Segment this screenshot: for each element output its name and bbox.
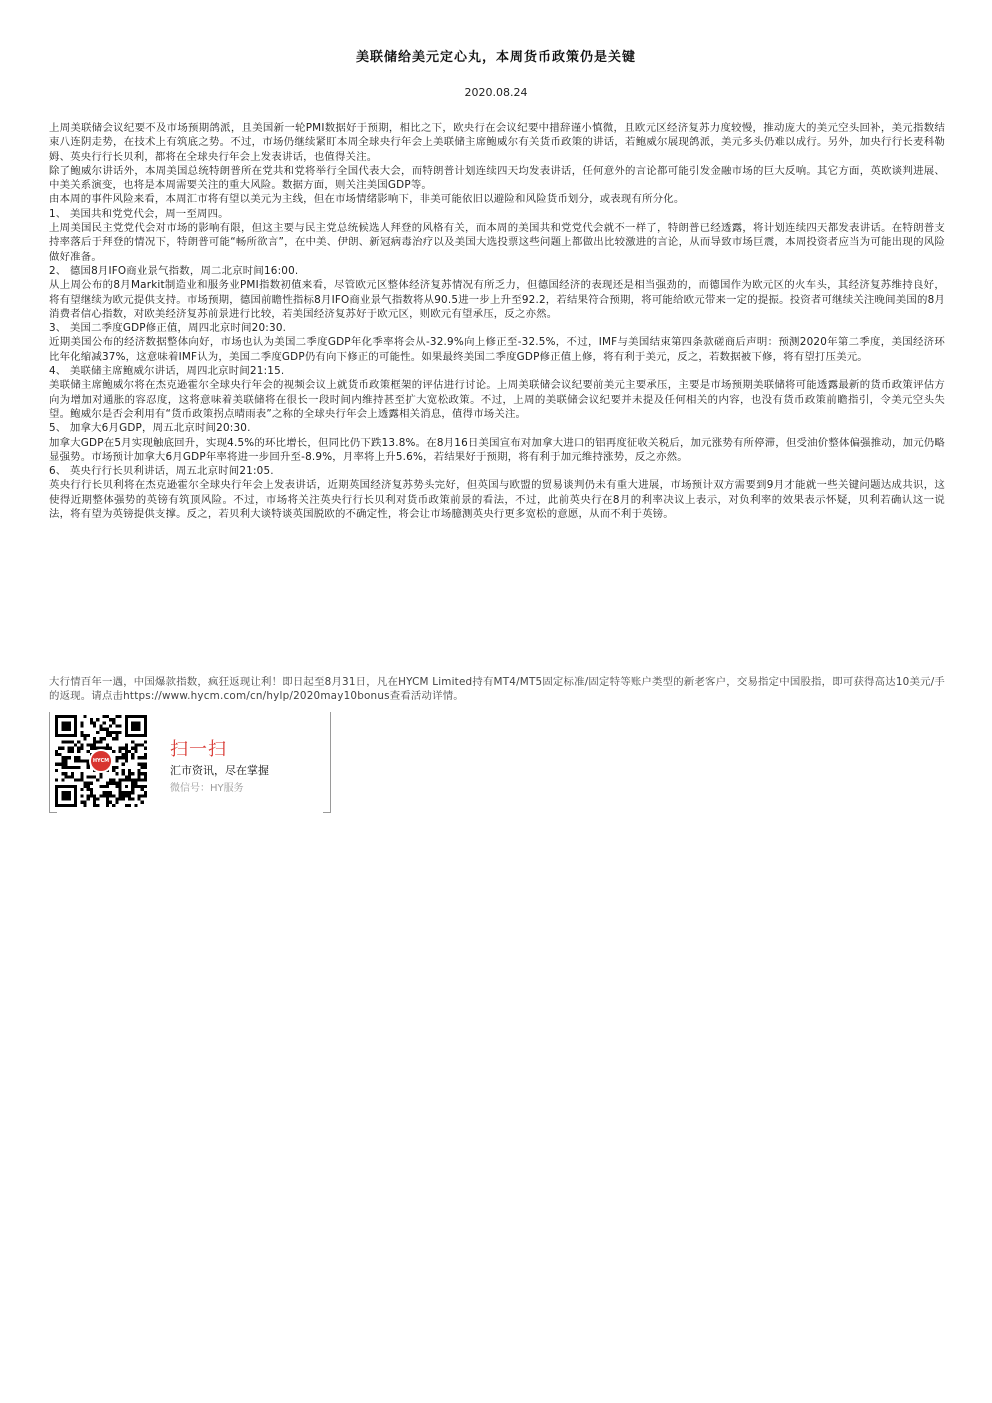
paragraph: 英央行行长贝利将在杰克逊霍尔全球央行年会上发表讲话，近期英国经济复苏势头完好，但英国与欧盟的贸易谈判仍未有重大进展，市场预计双方需要到9月才能就一些关键问题达成共识，这使得近期整体强势的英镑有筑顶风险。不过，市场将关注英央行行长贝利对货币政策前景的看法，不过，此前英央行在8月的利率决议上表示，对负利率的效果表示怀疑，贝利若确认这一说法，将有望为英镑提供支撑。反之，若贝利大谈特谈英国脱欧的不确定性，将会让市场臆测英央行更多宽松的意愿，从而不利于英镑。 <box>49 479 945 521</box>
section-heading: 3、 美国二季度GDP修正值，周四北京时间20:30. <box>49 322 287 335</box>
section-heading: 4、 美联储主席鲍威尔讲话，周四北京时间21:15. <box>49 365 285 378</box>
paragraph: 加拿大GDP在5月实现触底回升，实现4.5%的环比增长，但同比仍下跌13.8%。在8月16日美国宣布对加拿大进口的铝再度征收关税后，加元涨势有所停滞，但受油价整体偏强推动，加元仍略显强势。市场预计加拿大6月GDP年率将进一步回升至-8.9%，月率将上升5.6%，若结果好于预期，将有利于加元维持涨势，反之亦然。 <box>49 436 945 463</box>
paragraph: 美联储主席鲍威尔将在杰克逊霍尔全球央行年会的视频会议上就货币政策框架的评估进行讨论。上周美联储会议纪要前美元主要承压，主要是市场预期美联储将可能透露最新的货币政策评估方向为增加对通胀的容忍度，这将意味着美联储将在很长一段时间内维持甚至扩大宽松政策。不过，上周的美联储会议纪要并未提及任何相关的内容，也没有货币政策前瞻指引，令美元空头失望。鲍威尔是否会利用有“货币政策拐点晴雨表”之称的全球央行年会上透露相关消息，值得市场关注。 <box>49 379 945 420</box>
qr-card <box>49 712 331 813</box>
promo-text: 大行情百年一遇，中国爆款指数，疯狂返现让利！即日起至8月31日，凡在HYCM Limited持有MT4/MT5固定标准/固定特等账户类型的新老客户，交易指定中国股指，即可获得高达10美元/手的返现。请点击https://www.hycm.com/cn/hylp/2020may10bonus查看活动详情。 <box>49 676 945 703</box>
hycm-logo: HYCM <box>89 749 113 773</box>
paragraph: 除了鲍威尔讲话外，本周美国总统特朗普所在党共和党将举行全国代表大会，而特朗普计划连续四天均发表讲话，任何意外的言论都可能引发金融市场的巨大反响。其它方面，英欧谈判进展、中美关系演变，也将是本周需要关注的重大风险。数据方面，则关注美国GDP等。 <box>49 164 945 192</box>
card-border-right <box>322 712 331 813</box>
document-title: 美联储给美元定心丸，本周货币政策仍是关键 <box>355 50 636 65</box>
card-border-bottom-left <box>49 811 57 813</box>
wechat-id: 微信号：HY服务 <box>170 783 244 794</box>
scan-label: 扫一扫 <box>170 739 227 760</box>
section-heading: 5、 加拿大6月GDP，周五北京时间20:30. <box>49 422 251 435</box>
card-border-bottom-right <box>323 811 331 813</box>
document-date: 2020.08.24 <box>464 86 528 99</box>
qr-code-icon <box>55 715 147 807</box>
section-heading: 1、 美国共和党党代会，周一至周四。 <box>49 207 229 220</box>
paragraph: 上周美联储会议纪要不及市场预期鸽派，且美国新一轮PMI数据好于预期，相比之下，欧央行在会议纪要中措辞谨小慎微，且欧元区经济复苏力度较慢，推动庞大的美元空头回补，美元指数结束八连阴走势，在技术上有筑底之势。不过，市场仍继续紧盯本周全球央行年会上美联储主席鲍威尔有关货币政策的讲话，若鲍威尔展现鸽派，美元多头仍难以成行。另外，加央行行长麦科勒姆、英央行行长贝利，都将在全球央行年会上发表讲话，也值得关注。 <box>49 122 945 163</box>
section-heading: 2、 德国8月IFO商业景气指数，周二北京时间16:00. <box>49 264 299 277</box>
paragraph: 近期美国公布的经济数据整体向好，市场也认为美国二季度GDP年化季率将会从-32.9%向上修正至-32.5%，不过，IMF与美国结束第四条款磋商后声明：预测2020年第二季度，美国经济环比年化缩减37%，这意味着IMF认为，美国二季度GDP仍有向下修正的可能性。如果最终美国二季度GDP修正值上修，将有利于美元，反之，若数据被下修，将有望打压美元。 <box>49 336 945 363</box>
paragraph: 从上周公布的8月Markit制造业和服务业PMI指数初值来看，尽管欧元区整体经济复苏情况有所乏力，但德国经济的表现还是相当强劲的，而德国作为欧元区的火车头，其经济复苏维持良好，将有望继续为欧元提供支持。市场预期，德国前瞻性指标8月IFO商业景气指数将从90.5进一步上升至92.2，若结果符合预期，将可能给欧元带来一定的提振。投资者可继续关注晚间美国的8月消费者信心指数，对欧美经济复苏前景进行比较，若美国经济复苏好于欧元区，则欧元有望承压，反之亦然。 <box>49 279 945 320</box>
paragraph: 上周美国民主党党代会对市场的影响有限，但这主要与民主党总统候选人拜登的风格有关，而本周的美国共和党党代会就不一样了，特朗普已经透露，将计划连续四天都发表讲话。在特朗普支持率落后于拜登的情况下，特朗普可能“畅所欲言”，在中美、伊朗、新冠病毒治疗以及美国大选投票这些问题上都做出比较激进的言论，从而导致市场巨震，本周投资者应当为可能出现的风险做好准备。 <box>49 222 945 263</box>
article-body <box>49 121 945 521</box>
paragraph: 由本周的事件风险来看，本周汇市将有望以美元为主线，但在市场情绪影响下，非美可能依旧以避险和风险货币划分，或表现有所分化。 <box>49 193 685 206</box>
section-heading: 6、 英央行行长贝利讲话，周五北京时间21:05. <box>49 465 274 478</box>
qr-tagline: 汇市资讯，尽在掌握 <box>170 764 269 777</box>
